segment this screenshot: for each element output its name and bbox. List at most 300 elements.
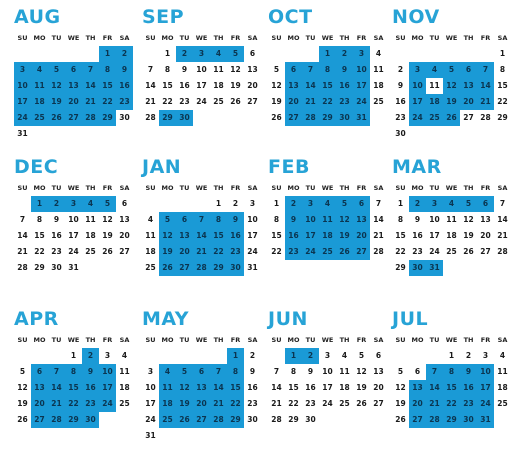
- day-cell[interactable]: 31: [353, 110, 370, 126]
- day-cell[interactable]: 29: [319, 110, 336, 126]
- day-cell[interactable]: 4: [443, 196, 460, 212]
- day-cell[interactable]: 26: [230, 97, 241, 106]
- day-cell[interactable]: 15: [288, 383, 299, 392]
- day-cell[interactable]: 5: [48, 62, 65, 78]
- day-cell[interactable]: 4: [319, 196, 336, 212]
- day-cell[interactable]: 3: [302, 196, 319, 212]
- day-cell[interactable]: 19: [463, 231, 474, 240]
- day-cell[interactable]: 22: [99, 94, 116, 110]
- day-cell[interactable]: 18: [373, 81, 384, 90]
- day-cell[interactable]: 17: [409, 94, 426, 110]
- day-cell[interactable]: 23: [247, 399, 258, 408]
- day-cell[interactable]: 15: [395, 231, 406, 240]
- day-cell[interactable]: 30: [460, 412, 477, 428]
- day-cell[interactable]: 16: [82, 380, 99, 396]
- day-cell[interactable]: 17: [196, 81, 207, 90]
- day-cell[interactable]: 17: [322, 383, 333, 392]
- day-cell[interactable]: 2: [82, 348, 99, 364]
- day-cell[interactable]: 16: [227, 228, 244, 244]
- day-cell[interactable]: 14: [497, 215, 508, 224]
- day-cell[interactable]: 13: [373, 367, 384, 376]
- day-cell[interactable]: 3: [324, 351, 331, 360]
- day-cell[interactable]: 4: [499, 351, 506, 360]
- day-cell[interactable]: 23: [51, 247, 62, 256]
- day-cell[interactable]: 9: [336, 62, 353, 78]
- day-cell[interactable]: 31: [477, 412, 494, 428]
- day-cell[interactable]: 6: [414, 367, 421, 376]
- day-cell[interactable]: 30: [395, 129, 406, 138]
- day-cell[interactable]: 8: [164, 65, 171, 74]
- day-cell[interactable]: 3: [65, 196, 82, 212]
- day-cell[interactable]: 31: [247, 263, 258, 272]
- day-cell[interactable]: 15: [227, 380, 244, 396]
- day-cell[interactable]: 12: [336, 212, 353, 228]
- day-cell[interactable]: 19: [48, 94, 65, 110]
- day-cell[interactable]: 10: [353, 62, 370, 78]
- day-cell[interactable]: 25: [145, 263, 156, 272]
- day-cell[interactable]: 5: [227, 46, 244, 62]
- day-cell[interactable]: 3: [193, 46, 210, 62]
- day-cell[interactable]: 25: [119, 399, 130, 408]
- day-cell[interactable]: 19: [395, 399, 406, 408]
- day-cell[interactable]: 3: [353, 46, 370, 62]
- day-cell[interactable]: 30: [82, 412, 99, 428]
- day-cell[interactable]: 23: [116, 94, 133, 110]
- day-cell[interactable]: 13: [409, 380, 426, 396]
- day-cell[interactable]: 12: [17, 383, 28, 392]
- day-cell[interactable]: 12: [159, 228, 176, 244]
- day-cell[interactable]: 5: [358, 351, 365, 360]
- day-cell[interactable]: 26: [356, 399, 367, 408]
- day-cell[interactable]: 11: [497, 367, 508, 376]
- day-cell[interactable]: 18: [497, 383, 508, 392]
- day-cell[interactable]: 23: [395, 113, 406, 122]
- day-cell[interactable]: 4: [375, 49, 382, 58]
- day-cell[interactable]: 20: [193, 396, 210, 412]
- day-cell[interactable]: 17: [429, 231, 440, 240]
- day-cell[interactable]: 26: [336, 244, 353, 260]
- day-cell[interactable]: 11: [429, 81, 440, 90]
- day-cell[interactable]: 20: [353, 228, 370, 244]
- day-cell[interactable]: 14: [145, 81, 156, 90]
- day-cell[interactable]: 17: [477, 380, 494, 396]
- day-cell[interactable]: 25: [31, 110, 48, 126]
- day-cell[interactable]: 19: [443, 94, 460, 110]
- day-cell[interactable]: 4: [147, 215, 154, 224]
- day-cell[interactable]: 24: [145, 415, 156, 424]
- day-cell[interactable]: 1: [285, 348, 302, 364]
- day-cell[interactable]: 3: [147, 367, 154, 376]
- day-cell[interactable]: 20: [285, 94, 302, 110]
- day-cell[interactable]: 23: [179, 97, 190, 106]
- day-cell[interactable]: 28: [145, 113, 156, 122]
- day-cell[interactable]: 12: [395, 383, 406, 392]
- day-cell[interactable]: 17: [302, 228, 319, 244]
- day-cell[interactable]: 14: [193, 228, 210, 244]
- day-cell[interactable]: 28: [373, 247, 384, 256]
- day-cell[interactable]: 13: [285, 78, 302, 94]
- day-cell[interactable]: 21: [48, 396, 65, 412]
- day-cell[interactable]: 31: [17, 129, 28, 138]
- day-cell[interactable]: 25: [319, 244, 336, 260]
- day-cell[interactable]: 10: [409, 78, 426, 94]
- day-cell[interactable]: 1: [319, 46, 336, 62]
- day-cell[interactable]: 27: [119, 247, 130, 256]
- day-cell[interactable]: 23: [285, 244, 302, 260]
- day-cell[interactable]: 4: [426, 62, 443, 78]
- day-cell[interactable]: 1: [499, 49, 506, 58]
- day-cell[interactable]: 6: [353, 196, 370, 212]
- day-cell[interactable]: 14: [271, 383, 282, 392]
- day-cell[interactable]: 14: [426, 380, 443, 396]
- day-cell[interactable]: 5: [159, 212, 176, 228]
- day-cell[interactable]: 15: [34, 231, 45, 240]
- day-cell[interactable]: 29: [99, 110, 116, 126]
- day-cell[interactable]: 6: [176, 212, 193, 228]
- day-cell[interactable]: 2: [409, 196, 426, 212]
- day-cell[interactable]: 24: [409, 110, 426, 126]
- day-cell[interactable]: 9: [82, 364, 99, 380]
- day-cell[interactable]: 15: [443, 380, 460, 396]
- day-cell[interactable]: 22: [271, 247, 282, 256]
- day-cell[interactable]: 1: [99, 46, 116, 62]
- day-cell[interactable]: 16: [460, 380, 477, 396]
- day-cell[interactable]: 16: [179, 81, 190, 90]
- day-cell[interactable]: 21: [145, 97, 156, 106]
- day-cell[interactable]: 23: [82, 396, 99, 412]
- day-cell[interactable]: 5: [336, 196, 353, 212]
- day-cell[interactable]: 11: [31, 78, 48, 94]
- day-cell[interactable]: 7: [48, 364, 65, 380]
- day-cell[interactable]: 14: [477, 78, 494, 94]
- day-cell[interactable]: 23: [412, 247, 423, 256]
- day-cell[interactable]: 18: [119, 383, 130, 392]
- day-cell[interactable]: 27: [176, 260, 193, 276]
- day-cell[interactable]: 8: [273, 215, 280, 224]
- day-cell[interactable]: 6: [31, 364, 48, 380]
- day-cell[interactable]: 25: [426, 110, 443, 126]
- day-cell[interactable]: 4: [159, 364, 176, 380]
- day-cell[interactable]: 21: [210, 396, 227, 412]
- day-cell[interactable]: 8: [210, 212, 227, 228]
- day-cell[interactable]: 18: [213, 81, 224, 90]
- day-cell[interactable]: 26: [271, 113, 282, 122]
- day-cell[interactable]: 4: [121, 351, 128, 360]
- day-cell[interactable]: 9: [285, 212, 302, 228]
- day-cell[interactable]: 7: [193, 212, 210, 228]
- day-cell[interactable]: 23: [460, 396, 477, 412]
- day-cell[interactable]: 26: [159, 260, 176, 276]
- day-cell[interactable]: 13: [119, 215, 130, 224]
- day-cell[interactable]: 10: [477, 364, 494, 380]
- day-cell[interactable]: 17: [145, 399, 156, 408]
- day-cell[interactable]: 18: [31, 94, 48, 110]
- day-cell[interactable]: 6: [477, 196, 494, 212]
- day-cell[interactable]: 27: [285, 110, 302, 126]
- day-cell[interactable]: 26: [48, 110, 65, 126]
- day-cell[interactable]: 6: [285, 62, 302, 78]
- day-cell[interactable]: 23: [227, 244, 244, 260]
- day-cell[interactable]: 23: [336, 94, 353, 110]
- day-cell[interactable]: 7: [82, 62, 99, 78]
- day-cell[interactable]: 15: [319, 78, 336, 94]
- day-cell[interactable]: 13: [65, 78, 82, 94]
- day-cell[interactable]: 16: [247, 383, 258, 392]
- day-cell[interactable]: 29: [210, 260, 227, 276]
- day-cell[interactable]: 9: [307, 367, 314, 376]
- day-cell[interactable]: 12: [176, 380, 193, 396]
- day-cell[interactable]: 18: [446, 231, 457, 240]
- day-cell[interactable]: 8: [290, 367, 297, 376]
- day-cell[interactable]: 21: [497, 231, 508, 240]
- day-cell[interactable]: 16: [305, 383, 316, 392]
- day-cell[interactable]: 8: [397, 215, 404, 224]
- day-cell[interactable]: 21: [477, 94, 494, 110]
- day-cell[interactable]: 1: [70, 351, 77, 360]
- day-cell[interactable]: 20: [31, 396, 48, 412]
- day-cell[interactable]: 12: [463, 215, 474, 224]
- day-cell[interactable]: 30: [409, 260, 426, 276]
- day-cell[interactable]: 30: [227, 260, 244, 276]
- day-cell[interactable]: 7: [273, 367, 280, 376]
- day-cell[interactable]: 26: [443, 110, 460, 126]
- day-cell[interactable]: 28: [497, 247, 508, 256]
- day-cell[interactable]: 27: [373, 399, 384, 408]
- day-cell[interactable]: 20: [247, 81, 258, 90]
- day-cell[interactable]: 15: [271, 231, 282, 240]
- day-cell[interactable]: 13: [460, 78, 477, 94]
- day-cell[interactable]: 22: [497, 97, 508, 106]
- day-cell[interactable]: 11: [159, 380, 176, 396]
- day-cell[interactable]: 26: [463, 247, 474, 256]
- day-cell[interactable]: 6: [121, 199, 128, 208]
- day-cell[interactable]: 27: [193, 412, 210, 428]
- day-cell[interactable]: 2: [176, 46, 193, 62]
- day-cell[interactable]: 26: [17, 415, 28, 424]
- day-cell[interactable]: 22: [65, 396, 82, 412]
- day-cell[interactable]: 15: [99, 78, 116, 94]
- day-cell[interactable]: 1: [448, 351, 455, 360]
- day-cell[interactable]: 11: [119, 367, 130, 376]
- day-cell[interactable]: 22: [443, 396, 460, 412]
- day-cell[interactable]: 17: [68, 231, 79, 240]
- day-cell[interactable]: 5: [443, 62, 460, 78]
- day-cell[interactable]: 19: [102, 231, 113, 240]
- day-cell[interactable]: 15: [210, 228, 227, 244]
- day-cell[interactable]: 28: [193, 260, 210, 276]
- day-cell[interactable]: 28: [17, 263, 28, 272]
- day-cell[interactable]: 23: [305, 399, 316, 408]
- day-cell[interactable]: 22: [210, 244, 227, 260]
- day-cell[interactable]: 18: [339, 383, 350, 392]
- day-cell[interactable]: 28: [302, 110, 319, 126]
- day-cell[interactable]: 2: [249, 351, 256, 360]
- day-cell[interactable]: 24: [68, 247, 79, 256]
- day-cell[interactable]: 27: [65, 110, 82, 126]
- day-cell[interactable]: 6: [375, 351, 382, 360]
- day-cell[interactable]: 5: [19, 367, 26, 376]
- day-cell[interactable]: 5: [99, 196, 116, 212]
- day-cell[interactable]: 3: [14, 62, 31, 78]
- day-cell[interactable]: 16: [116, 78, 133, 94]
- day-cell[interactable]: 14: [210, 380, 227, 396]
- day-cell[interactable]: 19: [17, 399, 28, 408]
- day-cell[interactable]: 1: [164, 49, 171, 58]
- day-cell[interactable]: 7: [477, 62, 494, 78]
- day-cell[interactable]: 13: [353, 212, 370, 228]
- day-cell[interactable]: 8: [319, 62, 336, 78]
- day-cell[interactable]: 10: [145, 383, 156, 392]
- day-cell[interactable]: 29: [65, 412, 82, 428]
- day-cell[interactable]: 16: [336, 78, 353, 94]
- day-cell[interactable]: 13: [480, 215, 491, 224]
- day-cell[interactable]: 19: [356, 383, 367, 392]
- day-cell[interactable]: 2: [336, 46, 353, 62]
- day-cell[interactable]: 20: [480, 231, 491, 240]
- day-cell[interactable]: 27: [463, 113, 474, 122]
- day-cell[interactable]: 24: [196, 97, 207, 106]
- day-cell[interactable]: 6: [249, 49, 256, 58]
- day-cell[interactable]: 20: [119, 231, 130, 240]
- day-cell[interactable]: 6: [65, 62, 82, 78]
- day-cell[interactable]: 30: [51, 263, 62, 272]
- day-cell[interactable]: 3: [426, 196, 443, 212]
- day-cell[interactable]: 30: [305, 415, 316, 424]
- day-cell[interactable]: 16: [285, 228, 302, 244]
- day-cell[interactable]: 25: [339, 399, 350, 408]
- day-cell[interactable]: 2: [232, 199, 239, 208]
- day-cell[interactable]: 9: [397, 81, 404, 90]
- day-cell[interactable]: 3: [249, 199, 256, 208]
- day-cell[interactable]: 8: [65, 364, 82, 380]
- day-cell[interactable]: 16: [412, 231, 423, 240]
- day-cell[interactable]: 13: [193, 380, 210, 396]
- day-cell[interactable]: 7: [375, 199, 382, 208]
- day-cell[interactable]: 22: [162, 97, 173, 106]
- day-cell[interactable]: 21: [193, 244, 210, 260]
- day-cell[interactable]: 18: [145, 247, 156, 256]
- day-cell[interactable]: 7: [302, 62, 319, 78]
- day-cell[interactable]: 19: [271, 97, 282, 106]
- day-cell[interactable]: 18: [85, 231, 96, 240]
- day-cell[interactable]: 4: [31, 62, 48, 78]
- day-cell[interactable]: 25: [446, 247, 457, 256]
- day-cell[interactable]: 13: [176, 228, 193, 244]
- day-cell[interactable]: 24: [429, 247, 440, 256]
- day-cell[interactable]: 10: [247, 215, 258, 224]
- day-cell[interactable]: 30: [176, 110, 193, 126]
- day-cell[interactable]: 9: [414, 215, 421, 224]
- day-cell[interactable]: 21: [426, 396, 443, 412]
- day-cell[interactable]: 21: [373, 231, 384, 240]
- day-cell[interactable]: 8: [99, 62, 116, 78]
- day-cell[interactable]: 16: [395, 97, 406, 106]
- day-cell[interactable]: 26: [102, 247, 113, 256]
- day-cell[interactable]: 14: [17, 231, 28, 240]
- day-cell[interactable]: 30: [247, 415, 258, 424]
- day-cell[interactable]: 9: [249, 367, 256, 376]
- day-cell[interactable]: 1: [215, 199, 222, 208]
- day-cell[interactable]: 12: [48, 78, 65, 94]
- day-cell[interactable]: 3: [482, 351, 489, 360]
- day-cell[interactable]: 4: [82, 196, 99, 212]
- day-cell[interactable]: 29: [227, 412, 244, 428]
- day-cell[interactable]: 29: [34, 263, 45, 272]
- day-cell[interactable]: 24: [14, 110, 31, 126]
- day-cell[interactable]: 4: [341, 351, 348, 360]
- day-cell[interactable]: 24: [99, 396, 116, 412]
- day-cell[interactable]: 20: [176, 244, 193, 260]
- day-cell[interactable]: 26: [176, 412, 193, 428]
- day-cell[interactable]: 18: [426, 94, 443, 110]
- day-cell[interactable]: 15: [162, 81, 173, 90]
- day-cell[interactable]: 14: [48, 380, 65, 396]
- day-cell[interactable]: 7: [210, 364, 227, 380]
- day-cell[interactable]: 13: [247, 65, 258, 74]
- day-cell[interactable]: 12: [443, 78, 460, 94]
- day-cell[interactable]: 2: [465, 351, 472, 360]
- day-cell[interactable]: 25: [213, 97, 224, 106]
- day-cell[interactable]: 27: [409, 412, 426, 428]
- day-cell[interactable]: 2: [48, 196, 65, 212]
- day-cell[interactable]: 15: [497, 81, 508, 90]
- day-cell[interactable]: 29: [159, 110, 176, 126]
- day-cell[interactable]: 24: [247, 247, 258, 256]
- day-cell[interactable]: 25: [373, 97, 384, 106]
- day-cell[interactable]: 7: [426, 364, 443, 380]
- day-cell[interactable]: 29: [288, 415, 299, 424]
- day-cell[interactable]: 25: [159, 412, 176, 428]
- day-cell[interactable]: 10: [68, 215, 79, 224]
- day-cell[interactable]: 12: [230, 65, 241, 74]
- day-cell[interactable]: 29: [443, 412, 460, 428]
- day-cell[interactable]: 26: [395, 415, 406, 424]
- day-cell[interactable]: 8: [36, 215, 43, 224]
- day-cell[interactable]: 11: [85, 215, 96, 224]
- day-cell[interactable]: 19: [176, 396, 193, 412]
- day-cell[interactable]: 10: [302, 212, 319, 228]
- day-cell[interactable]: 25: [497, 399, 508, 408]
- day-cell[interactable]: 8: [443, 364, 460, 380]
- day-cell[interactable]: 17: [247, 231, 258, 240]
- day-cell[interactable]: 2: [302, 348, 319, 364]
- day-cell[interactable]: 12: [102, 215, 113, 224]
- day-cell[interactable]: 8: [227, 364, 244, 380]
- day-cell[interactable]: 24: [353, 94, 370, 110]
- day-cell[interactable]: 19: [230, 81, 241, 90]
- day-cell[interactable]: 2: [397, 65, 404, 74]
- day-cell[interactable]: 5: [460, 196, 477, 212]
- day-cell[interactable]: 22: [288, 399, 299, 408]
- day-cell[interactable]: 16: [51, 231, 62, 240]
- day-cell[interactable]: 9: [460, 364, 477, 380]
- day-cell[interactable]: 11: [145, 231, 156, 240]
- day-cell[interactable]: 28: [426, 412, 443, 428]
- day-cell[interactable]: 28: [480, 113, 491, 122]
- day-cell[interactable]: 21: [302, 94, 319, 110]
- day-cell[interactable]: 10: [196, 65, 207, 74]
- day-cell[interactable]: 25: [85, 247, 96, 256]
- day-cell[interactable]: 28: [271, 415, 282, 424]
- day-cell[interactable]: 14: [373, 215, 384, 224]
- day-cell[interactable]: 5: [273, 65, 280, 74]
- day-cell[interactable]: 17: [14, 94, 31, 110]
- day-cell[interactable]: 6: [460, 62, 477, 78]
- day-cell[interactable]: 21: [82, 94, 99, 110]
- day-cell[interactable]: 10: [14, 78, 31, 94]
- day-cell[interactable]: 2: [285, 196, 302, 212]
- day-cell[interactable]: 15: [65, 380, 82, 396]
